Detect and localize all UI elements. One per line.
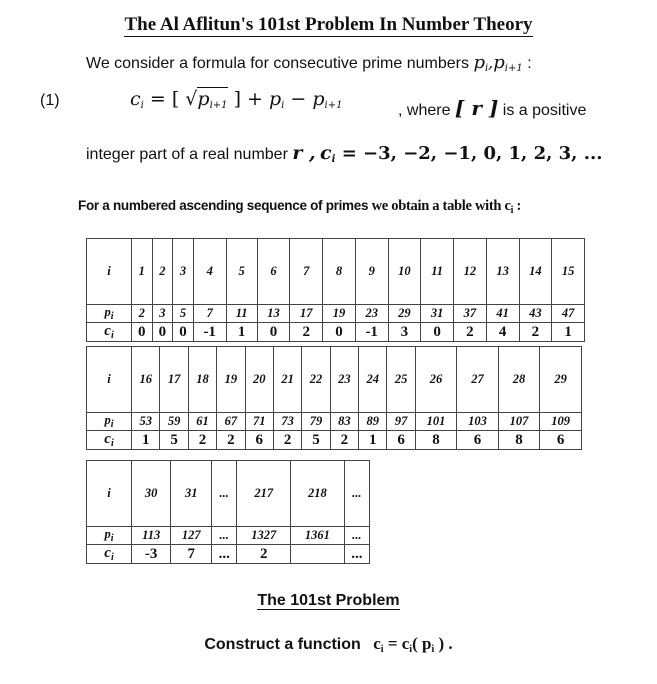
row-header-p: $p_i$ bbox=[87, 305, 132, 323]
cell-c: 2 bbox=[188, 431, 216, 450]
equation-number: (1) bbox=[40, 92, 60, 109]
formula-p2: $p_{i+1}$ bbox=[312, 88, 343, 111]
cell-i: 20 bbox=[245, 347, 273, 413]
cell-i: 218 bbox=[291, 461, 345, 527]
cell-i: 24 bbox=[359, 347, 387, 413]
cell-p: 61 bbox=[188, 413, 216, 431]
cell-c: ... bbox=[344, 545, 369, 564]
cell-p: 71 bbox=[245, 413, 273, 431]
cell-c: 0 bbox=[421, 323, 454, 342]
cell-i: 6 bbox=[257, 239, 290, 305]
cell-p: 1327 bbox=[237, 527, 291, 545]
cell-i: ... bbox=[212, 461, 237, 527]
cell-c: 0 bbox=[323, 323, 356, 342]
primes-table-1 bbox=[86, 238, 585, 342]
cell-i: 31 bbox=[171, 461, 212, 527]
cell-c: 6 bbox=[540, 431, 582, 450]
cell-i: 22 bbox=[302, 347, 330, 413]
cell-c: 1 bbox=[359, 431, 387, 450]
line3-text: integer part of a real number bbox=[86, 146, 288, 163]
cell-c: 6 bbox=[245, 431, 273, 450]
cell-c: 2 bbox=[454, 323, 487, 342]
cell-p: 13 bbox=[257, 305, 290, 323]
page-title: The Al Aflitun's 101st Problem In Number Theory bbox=[124, 14, 533, 35]
cell-c: -3 bbox=[132, 545, 171, 564]
intro-line bbox=[86, 52, 532, 74]
cell-p: 19 bbox=[323, 305, 356, 323]
cell-i: 2 bbox=[152, 239, 173, 305]
cell-p: 1361 bbox=[291, 527, 345, 545]
cell-p: 107 bbox=[498, 413, 540, 431]
cell-p: 29 bbox=[388, 305, 421, 323]
cell-c: 1 bbox=[132, 431, 160, 450]
intro-colon: : bbox=[527, 55, 532, 72]
row-header-i: i bbox=[87, 239, 132, 305]
cell-i: 13 bbox=[486, 239, 519, 305]
cell-c: 2 bbox=[519, 323, 552, 342]
where-text: , where bbox=[398, 102, 451, 119]
formula-lhs: $c_i$ bbox=[130, 88, 144, 111]
cell-i: 29 bbox=[540, 347, 582, 413]
line3-values: = −3, −2, −1, 0, 1, 2, 3, ... bbox=[335, 143, 603, 164]
cell-c: 3 bbox=[388, 323, 421, 342]
construct-formula: $c_i = c_i$( $p_i$ ) . bbox=[373, 634, 453, 655]
cell-i: 8 bbox=[323, 239, 356, 305]
cell-i: ... bbox=[344, 461, 369, 527]
cell-p: 31 bbox=[421, 305, 454, 323]
cell-i: 28 bbox=[498, 347, 540, 413]
problem-heading: The 101st Problem bbox=[257, 592, 400, 609]
cell-c: 5 bbox=[302, 431, 330, 450]
cell-c: 0 bbox=[257, 323, 290, 342]
cell-c: 0 bbox=[152, 323, 173, 342]
cell-i: 217 bbox=[237, 461, 291, 527]
cell-i: 21 bbox=[273, 347, 301, 413]
cell-c: 0 bbox=[132, 323, 153, 342]
primes-table-2 bbox=[86, 346, 582, 450]
cell-p: 5 bbox=[173, 305, 194, 323]
cell-i: 27 bbox=[457, 347, 499, 413]
row-header-p: $p_i$ bbox=[87, 413, 132, 431]
intro-var-pi1: $p_{i+1}$ bbox=[493, 52, 523, 74]
cell-c: 2 bbox=[273, 431, 301, 450]
cell-i: 5 bbox=[226, 239, 257, 305]
table-caption bbox=[78, 198, 521, 216]
cell-i: 9 bbox=[355, 239, 388, 305]
cell-i: 23 bbox=[330, 347, 358, 413]
cell-c: 2 bbox=[237, 545, 291, 564]
positive-text: is a positive bbox=[502, 102, 587, 119]
cell-p: 59 bbox=[160, 413, 188, 431]
cell-i: 15 bbox=[552, 239, 585, 305]
cell-i: 12 bbox=[454, 239, 487, 305]
row-header-p: $p_i$ bbox=[87, 527, 132, 545]
cell-i: 26 bbox=[415, 347, 457, 413]
line3 bbox=[86, 142, 603, 165]
cell-p: 83 bbox=[330, 413, 358, 431]
cell-i: 3 bbox=[173, 239, 194, 305]
cell-c: 8 bbox=[415, 431, 457, 450]
cell-i: 7 bbox=[290, 239, 323, 305]
cell-p: 89 bbox=[359, 413, 387, 431]
cell-i: 14 bbox=[519, 239, 552, 305]
row-header-i: i bbox=[87, 347, 132, 413]
cell-p: 103 bbox=[457, 413, 499, 431]
cell-p: 23 bbox=[355, 305, 388, 323]
cell-p: 47 bbox=[552, 305, 585, 323]
cell-c: 6 bbox=[387, 431, 415, 450]
cell-c bbox=[291, 545, 345, 564]
cell-p: 37 bbox=[454, 305, 487, 323]
cell-i: 4 bbox=[193, 239, 226, 305]
cell-p: 101 bbox=[415, 413, 457, 431]
formula bbox=[130, 88, 343, 111]
line3-c: $c_i$ bbox=[320, 142, 336, 165]
cell-p: 127 bbox=[171, 527, 212, 545]
cell-p: 11 bbox=[226, 305, 257, 323]
formula-close: ] + bbox=[227, 88, 269, 110]
caption-part-b: we obtain a table with $c_i$ : bbox=[371, 198, 521, 216]
cell-c: ... bbox=[212, 545, 237, 564]
cell-c: 2 bbox=[290, 323, 323, 342]
row-header-c: $c_i$ bbox=[87, 323, 132, 342]
cell-c: 2 bbox=[330, 431, 358, 450]
cell-i: 11 bbox=[421, 239, 454, 305]
construct-text: Construct a function bbox=[204, 636, 361, 653]
cell-c: 1 bbox=[226, 323, 257, 342]
cell-c: 4 bbox=[486, 323, 519, 342]
cell-i: 19 bbox=[217, 347, 245, 413]
formula-p: $p_i$ bbox=[269, 88, 285, 111]
cell-p: 113 bbox=[132, 527, 171, 545]
primes-table-3 bbox=[86, 460, 370, 564]
cell-p: 53 bbox=[132, 413, 160, 431]
cell-i: 10 bbox=[388, 239, 421, 305]
cell-p: 7 bbox=[193, 305, 226, 323]
where-clause bbox=[398, 96, 586, 120]
formula-minus: − bbox=[284, 88, 313, 110]
caption-part-a: For a numbered ascending sequence of primes bbox=[78, 198, 369, 213]
cell-p: 97 bbox=[387, 413, 415, 431]
cell-p: 41 bbox=[486, 305, 519, 323]
cell-p: ... bbox=[344, 527, 369, 545]
cell-i: 18 bbox=[188, 347, 216, 413]
cell-c: 5 bbox=[160, 431, 188, 450]
row-header-c: $c_i$ bbox=[87, 431, 132, 450]
cell-c: 7 bbox=[171, 545, 212, 564]
intro-sep: , bbox=[488, 53, 494, 72]
cell-i: 17 bbox=[160, 347, 188, 413]
cell-c: 1 bbox=[552, 323, 585, 342]
line3-r: r , bbox=[292, 142, 316, 164]
cell-p: 43 bbox=[519, 305, 552, 323]
row-header-i: i bbox=[87, 461, 132, 527]
bracket-r: [ r ] bbox=[454, 96, 499, 120]
cell-c: 8 bbox=[498, 431, 540, 450]
construct-line bbox=[0, 634, 657, 655]
cell-p: 67 bbox=[217, 413, 245, 431]
formula-root: $p_{i+1}$ bbox=[197, 88, 228, 111]
cell-p: 73 bbox=[273, 413, 301, 431]
cell-i: 30 bbox=[132, 461, 171, 527]
cell-c: -1 bbox=[193, 323, 226, 342]
cell-p: 109 bbox=[540, 413, 582, 431]
cell-i: 1 bbox=[132, 239, 153, 305]
intro-text: We consider a formula for consecutive prime numbers bbox=[86, 55, 469, 72]
formula-eq: = [ √ bbox=[143, 88, 198, 110]
cell-p: 3 bbox=[152, 305, 173, 323]
cell-i: 25 bbox=[387, 347, 415, 413]
cell-i: 16 bbox=[132, 347, 160, 413]
cell-c: 2 bbox=[217, 431, 245, 450]
cell-c: 0 bbox=[173, 323, 194, 342]
cell-c: 6 bbox=[457, 431, 499, 450]
cell-p: 2 bbox=[132, 305, 153, 323]
cell-c: -1 bbox=[355, 323, 388, 342]
row-header-c: $c_i$ bbox=[87, 545, 132, 564]
cell-p: ... bbox=[212, 527, 237, 545]
cell-p: 17 bbox=[290, 305, 323, 323]
intro-var-pi: $p_i$ bbox=[473, 52, 489, 74]
cell-p: 79 bbox=[302, 413, 330, 431]
